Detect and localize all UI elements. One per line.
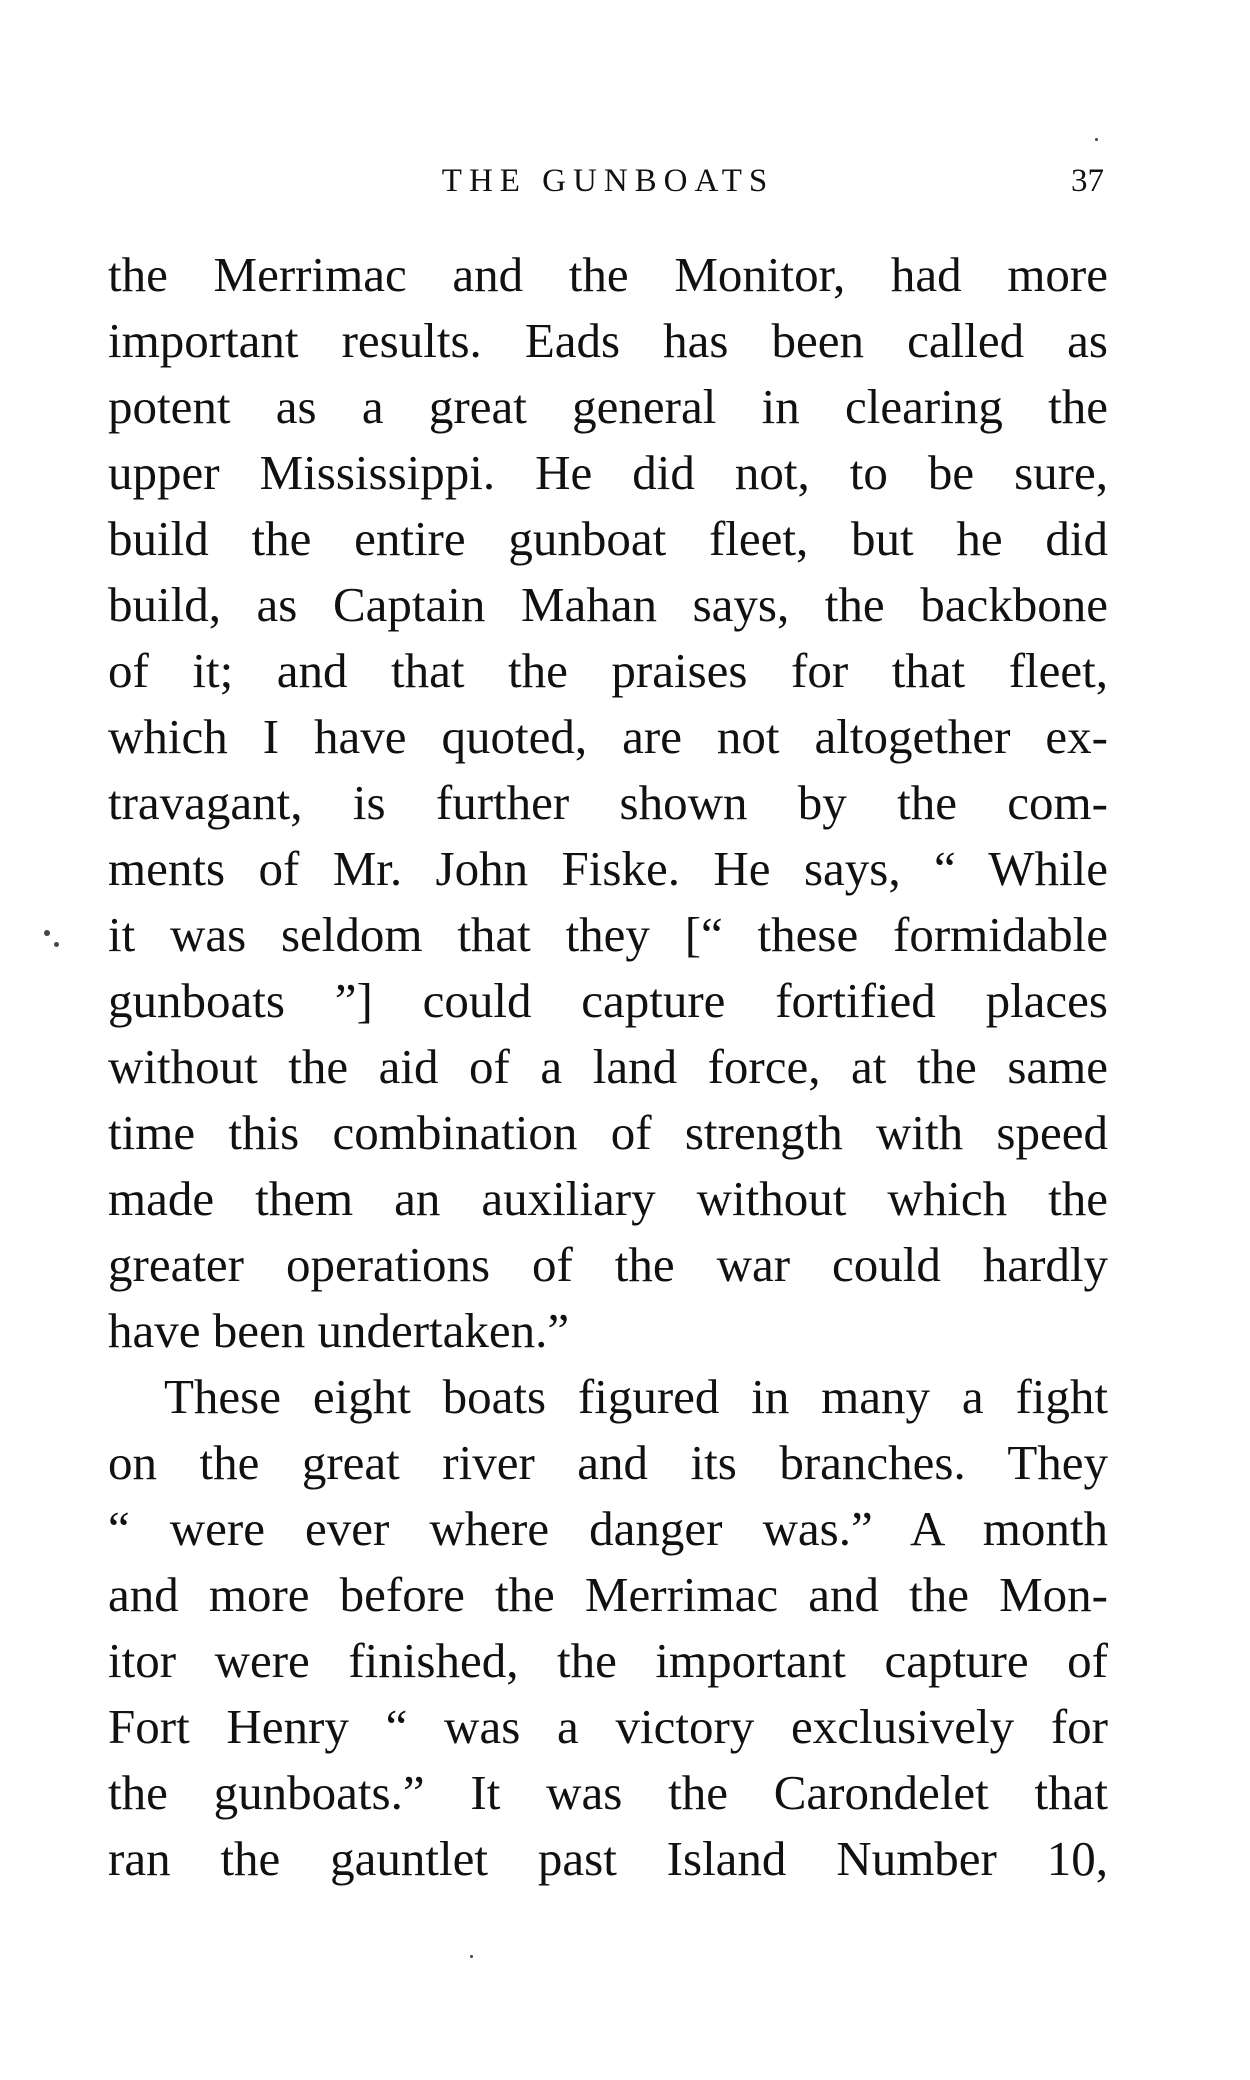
page-number: 37 (1071, 163, 1104, 199)
text-line: made them an auxiliary without which the (108, 1171, 1108, 1226)
text-line: it was seldom that they [“ these formidable (108, 907, 1108, 962)
text-line: ran the gauntlet past Island Number 10, (108, 1831, 1108, 1886)
text-line: important results. Eads has been called as (108, 313, 1108, 368)
scan-speck (54, 942, 59, 947)
text-line: have been undertaken.” (108, 1303, 570, 1358)
body-text (108, 242, 1108, 1892)
scan-speck (1095, 138, 1098, 141)
text-line: without the aid of a land force, at the same (108, 1039, 1108, 1094)
paragraph-2 (108, 1364, 1108, 1892)
text-line: of it; and that the praises for that fleet, (108, 643, 1108, 698)
paragraph-1 (108, 242, 1108, 1364)
text-line: potent as a great general in clearing the (108, 379, 1108, 434)
text-line: which I have quoted, are not altogether ex- (108, 709, 1108, 764)
text-line: ments of Mr. John Fiske. He says, “ While (108, 841, 1108, 896)
text-line: gunboats ”] could capture fortified places (108, 973, 1108, 1028)
text-line: These eight boats figured in many a fight (164, 1369, 1108, 1424)
text-line: time this combination of strength with speed (108, 1105, 1108, 1160)
text-line: itor were finished, the important capture of (108, 1633, 1108, 1688)
text-line: build, as Captain Mahan says, the backbone (108, 577, 1108, 632)
running-head: THE GUNBOATS (441, 163, 775, 199)
text-line: upper Mississippi. He did not, to be sure, (108, 445, 1108, 500)
page-header (108, 163, 1108, 213)
text-line: “ were ever where danger was.” A month (108, 1501, 1108, 1556)
text-line: greater operations of the war could hardly (108, 1237, 1108, 1292)
text-line: build the entire gunboat fleet, but he did (108, 511, 1108, 566)
text-line: the Merrimac and the Monitor, had more (108, 247, 1108, 302)
text-line: on the great river and its branches. They (108, 1435, 1108, 1490)
scan-speck (44, 930, 50, 936)
text-line: the gunboats.” It was the Carondelet that (108, 1765, 1108, 1820)
text-line: and more before the Merrimac and the Mon- (108, 1567, 1108, 1622)
scan-speck (470, 1955, 473, 1958)
text-line: Fort Henry “ was a victory exclusively for (108, 1699, 1108, 1754)
text-line: travagant, is further shown by the com- (108, 775, 1108, 830)
